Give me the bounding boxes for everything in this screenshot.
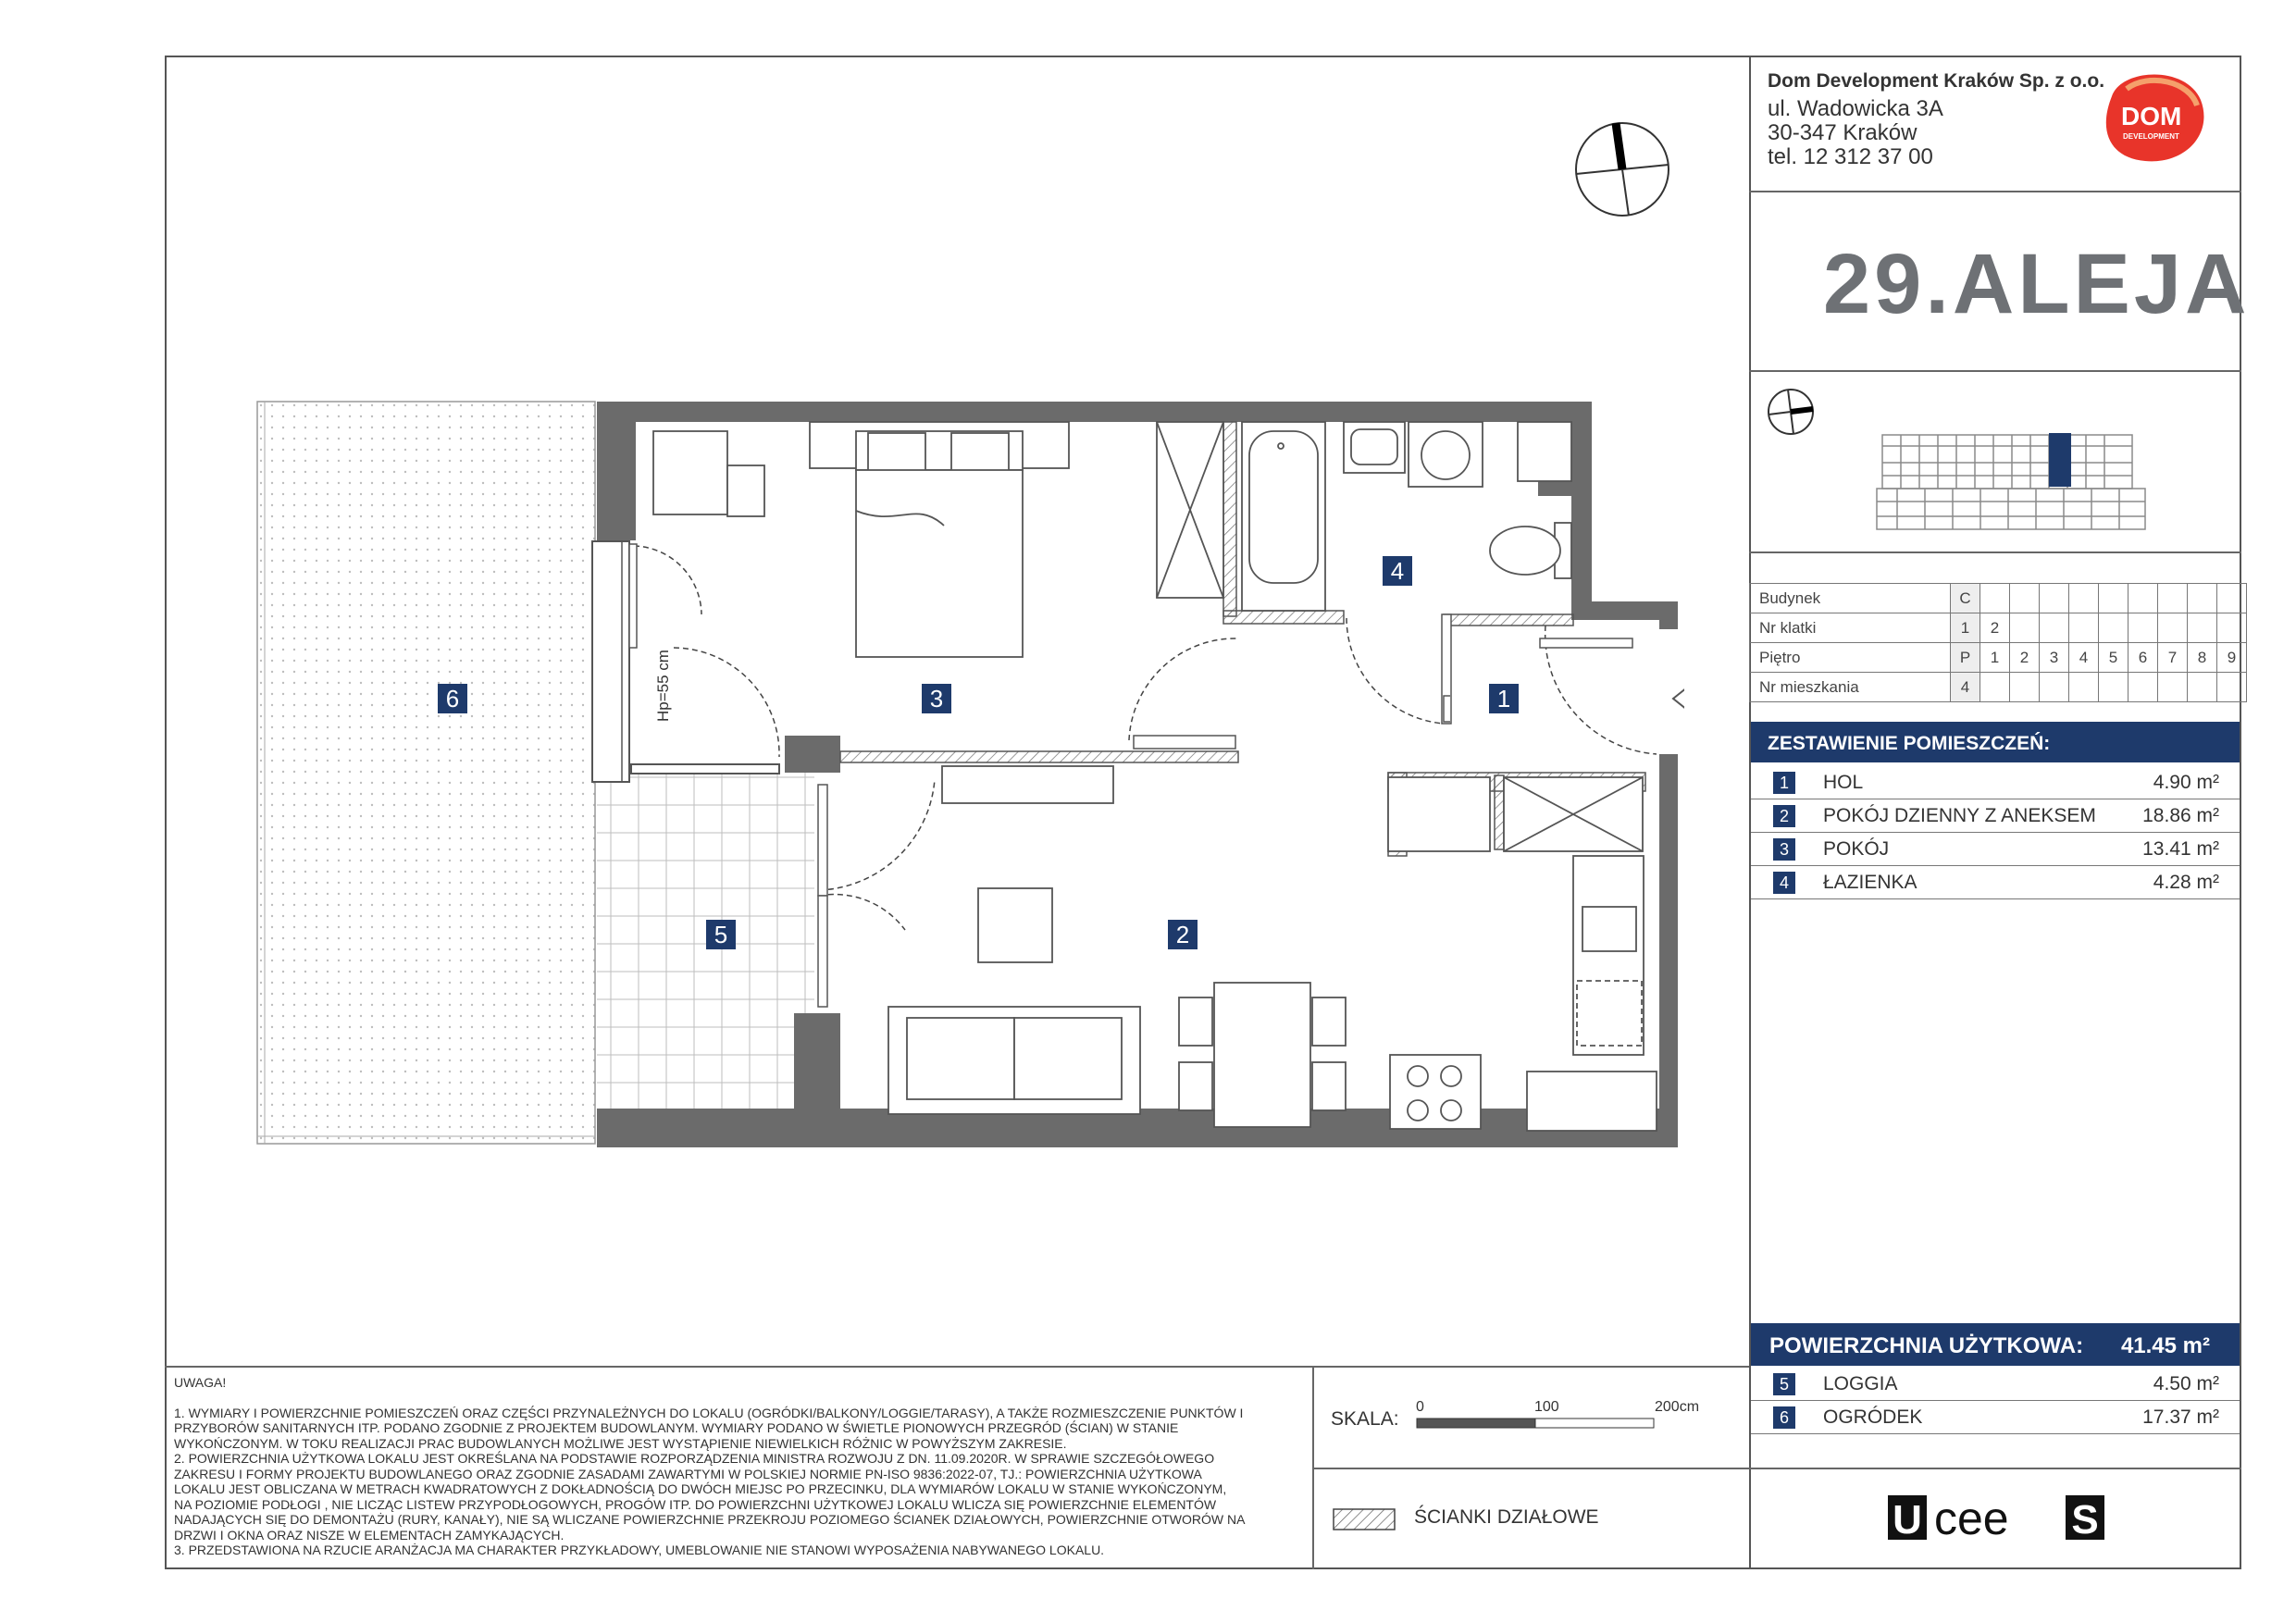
divider [1749, 191, 2241, 192]
floor-plan [250, 389, 1684, 1157]
company-name: Dom Development Kraków Sp. z o.o. [1768, 70, 2105, 92]
room-name: POKÓJ [1823, 838, 1890, 860]
legend-partition-label: ŚCIANKI DZIAŁOWE [1414, 1506, 1599, 1528]
dom-development-logo [2093, 68, 2210, 165]
notes-line: ZAKRESU I FORMY PROJEKTU BUDOWLANEGO ORAZ ZGODNIE ZASADAMI ZAWARTYMI W POLSKIEJ NORMIE PN-ISO 9836:2022-07, TJ.: POWIERZCHNIA UŻYTKOWA [174, 1466, 1202, 1481]
building-label: Budynek [1750, 584, 1951, 613]
floor-value: 1 [1980, 643, 2010, 673]
floor-value: 7 [2158, 643, 2188, 673]
window-height-note: Hp=55 cm [654, 650, 672, 722]
room-name: POKÓJ DZIENNY Z ANEKSEM [1823, 805, 2096, 826]
entrance-arrow-icon [1673, 680, 1684, 717]
room-name: ŁAZIENKA [1823, 872, 1917, 893]
scale-bar [1416, 1416, 1657, 1431]
company-phone: tel. 12 312 37 00 [1768, 144, 1933, 169]
room-tag: 4 [1383, 556, 1412, 586]
ucees-logo [1884, 1490, 2116, 1545]
room-area: 4.28 m² [2153, 872, 2219, 893]
scale-tick: 100 [1534, 1399, 1559, 1415]
room-row [1751, 833, 2240, 866]
notes-block [174, 1375, 1296, 1558]
scale-tick: 200cm [1655, 1399, 1700, 1415]
room-tag: 5 [706, 920, 736, 949]
notes-title: UWAGA! [174, 1375, 227, 1390]
floor-value: P [1951, 643, 1980, 673]
svg-text:S: S [2071, 1497, 2099, 1542]
logo-subtext: DEVELOPMENT [2123, 132, 2179, 141]
svg-text:cee: cee [1934, 1493, 2009, 1544]
usable-area-value: 41.45 m² [2120, 1333, 2210, 1358]
notes-line: 3. PRZEDSTAWIONA NA RZUCIE ARANŻACJA MA CHARAKTER PRZYKŁADOWY, UMEBLOWANIE NIE STANOWI WYPOSAŻENIA NABYWANEGO LOKALU. [174, 1542, 1105, 1557]
scale-tick: 0 [1416, 1399, 1424, 1415]
room-area: 18.86 m² [2142, 805, 2219, 826]
room-number: 4 [1773, 872, 1795, 894]
room-name: HOL [1823, 772, 1864, 793]
compass-north-icon [1571, 118, 1673, 220]
notes-line: PRZYBORÓW SANITARNYCH ITP. PODANO ZGODNIE Z PROJEKTEM BUDOWLANYM. WYMIARY PODANO W ŚWIETLE PIONOWYCH PRZEGRÓD (ŚCIAN) W STANIE [174, 1420, 1179, 1435]
notes-line: 2. POWIERZCHNIA UŻYTKOWA LOKALU JEST OKREŚLANA NA PODSTAWIE ROZPORZĄDZENIA MINISTRA ROZWOJU Z DN. 11.09.2020R. W SPRAWIE SZCZEGÓŁOWEGO [174, 1451, 1215, 1466]
extra-area: 17.37 m² [2142, 1406, 2219, 1428]
apartment-info-table [1749, 583, 2247, 702]
rooms-title: ZESTAWIENIE POMIESZCZEŃ: [1751, 722, 2240, 762]
floor-value: 8 [2188, 643, 2217, 673]
divider [165, 1366, 1749, 1368]
notes-line: 1. WYMIARY I POWIERZCHNIE POMIESZCZEŃ ORAZ CZĘŚCI PRZYNALEŻNYCH DO LOKALU (OGRÓDKI/BALKONY/LOGGIE/TARASY), A TAKŻE ROZMIESZCZENIE PUNKTÓW I [174, 1405, 1244, 1420]
floor-label: Piętro [1750, 643, 1951, 673]
room-area: 13.41 m² [2142, 838, 2219, 860]
floor-value: 6 [2128, 643, 2158, 673]
company-street: ul. Wadowicka 3A [1768, 96, 1943, 121]
floor-value: 5 [2099, 643, 2128, 673]
floor-value: 3 [2040, 643, 2069, 673]
room-row [1751, 799, 2240, 833]
room-area: 4.90 m² [2153, 772, 2219, 793]
building-key-plan [1860, 427, 2147, 539]
room-tag: 2 [1168, 920, 1198, 949]
company-city: 30-347 Kraków [1768, 120, 1917, 145]
extra-name: LOGGIA [1823, 1373, 1898, 1394]
svg-text:U: U [1893, 1497, 1922, 1542]
divider [1749, 370, 2241, 372]
project-logo: 29.ALEJA [1823, 237, 2251, 331]
floor-value: 2 [2010, 643, 2040, 673]
divider [1749, 1468, 2241, 1469]
room-row [1751, 766, 2240, 799]
apartment-number-label: Nr mieszkania [1750, 673, 1951, 702]
extra-row [1751, 1401, 2240, 1434]
divider [1312, 1468, 1749, 1469]
building-value: C [1951, 584, 1980, 613]
divider [1749, 551, 2241, 553]
ucees-logo-text: uceeS [1884, 1490, 1887, 1491]
partition-hatch-icon [1333, 1508, 1397, 1530]
room-tag: 3 [922, 684, 951, 713]
notes-line: WYKOŃCZONYM. W TOKU REALIZACJI PRAC BUDOWLANYCH MOŻLIWE JEST WYSTĄPIENIE NIEWIELKICH RÓŻNIC W POWYŻSZYM ZAKRESIE. [174, 1435, 1067, 1451]
extra-name: OGRÓDEK [1823, 1406, 1923, 1428]
usable-area-bar [1751, 1323, 2240, 1366]
notes-line: NA POZIOMIE PODŁOGI , NIE LICZĄC LISTEW PRZYPODŁOGOWYCH, PROGÓW ITP. DO POWIERZCHNI UŻYTKOWEJ LOKALU WLICZA SIĘ POWIERZCHNIE ELEMENTÓW [174, 1496, 1217, 1512]
extra-area: 4.50 m² [2153, 1373, 2219, 1394]
room-number: 1 [1773, 772, 1795, 794]
extra-number: 5 [1773, 1373, 1795, 1395]
garden-area [257, 402, 595, 1144]
staircase-value: 1 [1951, 613, 1980, 643]
room-number: 2 [1773, 805, 1795, 827]
notes-line: DRZWI I OKNA ORAZ NISZE W ELEMENTACH ZAMYKAJĄCYCH. [174, 1527, 565, 1542]
room-tag: 6 [438, 684, 467, 713]
scale-label: SKALA: [1331, 1408, 1399, 1430]
room-tag: 1 [1489, 684, 1519, 713]
room-row [1751, 866, 2240, 899]
notes-line: LOKALU JEST OBLICZANA W METRACH KWADRATOWYCH Z DOKŁADNOŚCIĄ DO DWÓCH MIEJSC PO PRZECINKU, DLA WYMIARÓW LOKALU W STANIE WYKOŃCZONYM, [174, 1481, 1227, 1496]
compass-small-icon [1766, 387, 1816, 437]
staircase-label: Nr klatki [1750, 613, 1951, 643]
notes-line: NADAJĄCYCH SIĘ DO DEMONTAŻU (RURY, KANAŁY), NIE SĄ WLICZANE POWIERZCHNIE PRZEKROJU POZIOMEGO ŚCIANEK DZIAŁOWYCH, POWIERZCHNIE OTWORÓW NA [174, 1512, 1246, 1527]
usable-area-label: POWIERZCHNIA UŻYTKOWA: [1769, 1333, 2084, 1358]
extra-row [1751, 1368, 2240, 1401]
floor-value: 4 [2069, 643, 2099, 673]
floor-value: 9 [2217, 643, 2247, 673]
apartment-number-value: 4 [1951, 673, 1980, 702]
extra-number: 6 [1773, 1406, 1795, 1429]
staircase-value: 2 [1980, 613, 2010, 643]
room-number: 3 [1773, 838, 1795, 861]
logo-text: DOM [2121, 102, 2182, 130]
